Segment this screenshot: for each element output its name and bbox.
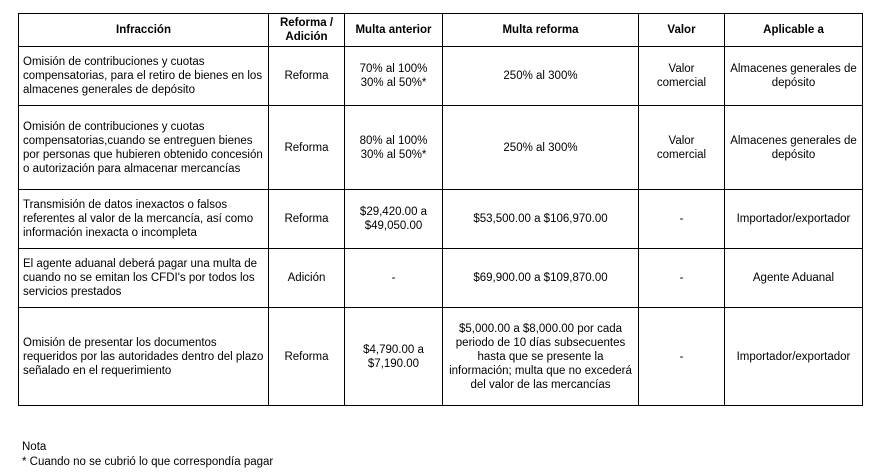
cell-multa-anterior [345, 47, 443, 106]
footnote [22, 440, 273, 470]
table-row [19, 249, 863, 308]
cell-infraccion: El agente aduanal deberá pagar una multa de cuando no se emitan los CFDI's por todos los servicios prestados [19, 249, 269, 308]
table-row [19, 106, 863, 190]
table-row [19, 47, 863, 106]
header-multa-reforma: Multa reforma [443, 14, 639, 47]
cell-tipo: Reforma [269, 190, 345, 249]
cell-aplicable: Importador/exportador [725, 308, 863, 406]
cell-tipo: Adición [269, 249, 345, 308]
cell-multa-anterior: $4,790.00 a $7,190.00 [345, 308, 443, 406]
header-aplicable-a: Aplicable a [725, 14, 863, 47]
multa-anterior-line: 30% al 50%* [360, 148, 427, 161]
cell-tipo: Reforma [269, 308, 345, 406]
multa-anterior-line: 30% al 50%* [360, 77, 427, 89]
cell-infraccion: Omisión de presentar los documentos requeridos por las autoridades dentro del plazo señalado en el requerimiento [19, 308, 269, 406]
cell-valor: - [639, 249, 725, 308]
cell-multa-reforma: 250% al 300% [443, 47, 639, 106]
cell-valor: Valor comercial [639, 47, 725, 106]
header-valor: Valor [639, 14, 725, 47]
cell-infraccion: Transmisión de datos inexactos o falsos referentes al valor de la mercancía, así como información inexacta o incompleta [19, 190, 269, 249]
cell-tipo: Reforma [269, 47, 345, 106]
header-multa-anterior: Multa anterior [345, 14, 443, 47]
table-header-row [19, 14, 863, 47]
cell-multa-anterior: $29,420.00 a $49,050.00 [345, 190, 443, 249]
cell-multa-reforma: $5,000.00 a $8,000.00 por cada periodo de 10 días subsecuentes hasta que se presente la información; multa que no excederá del valor de las mercancías [443, 308, 639, 406]
cell-multa-reforma: $69,900.00 a $109,870.00 [443, 249, 639, 308]
table-row [19, 308, 863, 406]
cell-multa-reforma: $53,500.00 a $106,970.00 [443, 190, 639, 249]
cell-tipo: Reforma [269, 106, 345, 190]
header-reforma-adicion: Reforma / Adición [269, 14, 345, 47]
cell-aplicable: Agente Aduanal [725, 249, 863, 308]
cell-aplicable: Importador/exportador [725, 190, 863, 249]
cell-aplicable: Almacenes generales de depósito [725, 106, 863, 190]
cell-infraccion: Omisión de contribuciones y cuotas compensatorias, para el retiro de bienes en los almacenes generales de depósito [19, 47, 269, 106]
footnote-text: * Cuando no se cubrió lo que correspondía pagar [22, 456, 274, 468]
cell-valor: - [639, 190, 725, 249]
table-row [19, 190, 863, 249]
cell-aplicable: Almacenes generales de depósito [725, 47, 863, 106]
cell-multa-anterior [345, 106, 443, 190]
cell-multa-anterior: - [345, 249, 443, 308]
cell-valor: Valor comercial [639, 106, 725, 190]
cell-multa-reforma: 250% al 300% [443, 106, 639, 190]
cell-infraccion: Omisión de contribuciones y cuotas compensatorias,cuando se entreguen bienes por personas que hubieren obtenido concesión o autorización para almacenar mercancías [19, 106, 269, 190]
multa-anterior-line: 70% al 100% [359, 63, 428, 75]
footnote-title: Nota [22, 441, 47, 453]
header-infraccion: Infracción [19, 14, 269, 47]
cell-valor: - [639, 308, 725, 406]
multa-anterior-line: 80% al 100% [359, 134, 428, 147]
fines-table [18, 13, 863, 406]
